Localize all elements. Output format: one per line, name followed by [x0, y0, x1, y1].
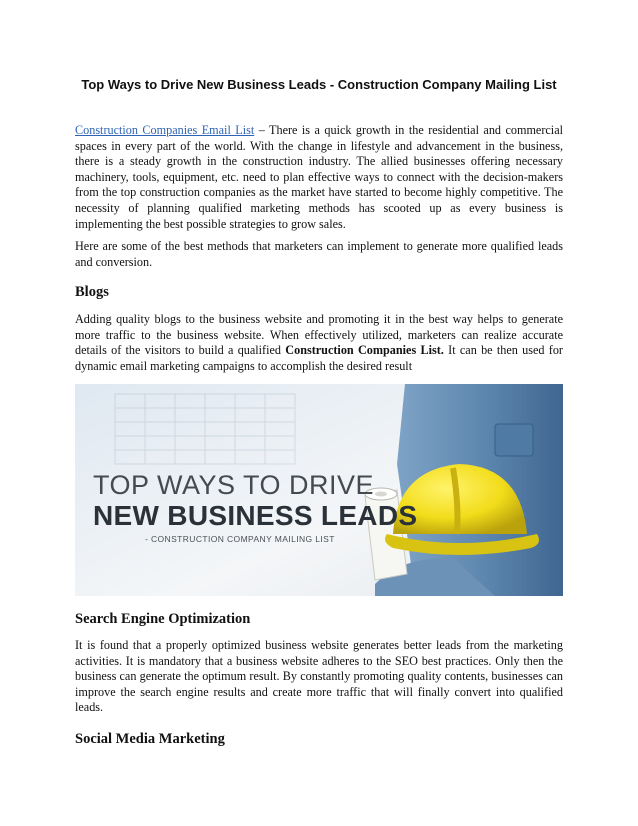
hero-banner-image: [75, 384, 563, 596]
intro-paragraph: [75, 123, 563, 232]
social-media-heading: Social Media Marketing: [75, 731, 225, 747]
seo-paragraph: It is found that a properly optimized business website generates better leads from the marketing activities. It is mandatory that a business website adheres to the SEO best practices. Only then the business can generate the optimum result. By constantly promoting quality contents, businesses can improve the search engine results and create more traffic that will finally convert into qualified leads.: [75, 638, 563, 715]
hero-headline-line1: TOP WAYS TO DRIVE: [93, 470, 375, 500]
blogs-heading: Blogs: [75, 284, 109, 300]
shirt-pocket: [495, 424, 533, 456]
blogs-paragraph: [75, 312, 563, 374]
intro-text: – There is a quick growth in the residential and commercial spaces in every part of the world. With the change in lifestyle and advancement in the business, there is a steady growth in the construction industry. The allied businesses offering necessary machinery, tools, equipment, etc. need to plan effective ways to connect with the decision-makers from the top construction companies as the market have started to become highly competitive. The necessity of planning qualified marketing methods has scooted up as every business is implementing the best possible strategies to grow sales.: [75, 123, 563, 231]
blogs-text-end: It can be then used for dynamic email marketing campaigns to accomplish the desired result: [75, 343, 563, 373]
blogs-bold-term: Construction Companies List.: [285, 343, 444, 358]
hero-headline-line2: NEW BUSINESS LEADS: [93, 500, 418, 531]
methods-intro-paragraph: Here are some of the best methods that marketers can implement to generate more qualified leads and conversion.: [75, 239, 563, 269]
page-title: Top Ways to Drive New Business Leads - Construction Company Mailing List: [81, 77, 557, 92]
seo-heading: Search Engine Optimization: [75, 611, 251, 627]
blogs-text-start: Adding quality blogs to the business website and promoting it in the best way helps to generate more traffic to the business website. When effectively utilized, marketers can realize accurate details of the visitors to build a qualified: [75, 312, 563, 358]
hero-subtitle: - CONSTRUCTION COMPANY MAILING LIST: [145, 534, 335, 544]
construction-list-link[interactable]: Construction Companies Email List: [75, 123, 255, 137]
